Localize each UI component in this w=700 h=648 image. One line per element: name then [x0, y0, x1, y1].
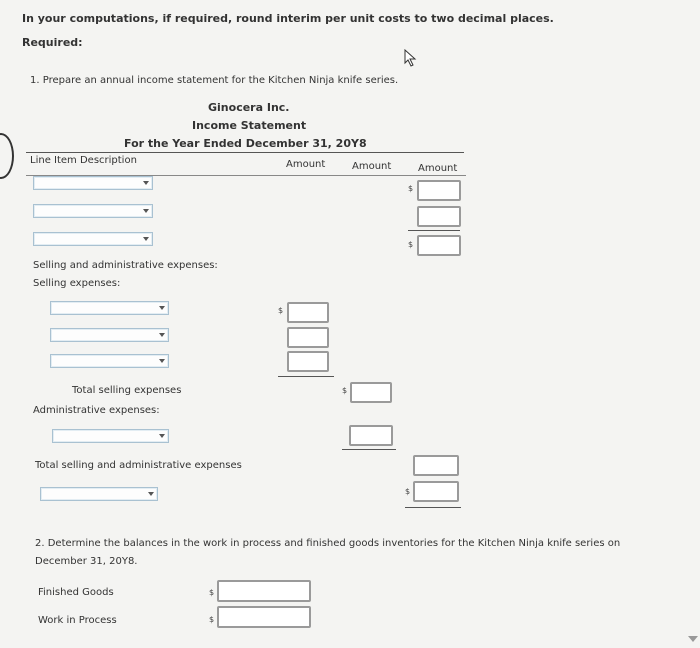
chevron-down-icon	[143, 237, 149, 241]
required-label: Required:	[22, 36, 83, 49]
currency-symbol: $	[209, 588, 215, 597]
statement-title: Income Statement	[192, 119, 307, 132]
line-item-dropdown-1[interactable]	[33, 176, 153, 190]
column-header-amount-3: Amount	[418, 163, 458, 174]
left-bracket-decoration	[0, 133, 14, 179]
column-header-amount-2: Amount	[352, 161, 392, 172]
final-line-item-dropdown[interactable]	[40, 487, 158, 501]
amount-input-3[interactable]	[417, 235, 461, 256]
finished-goods-input[interactable]	[217, 580, 311, 602]
line-item-dropdown-3[interactable]	[33, 232, 153, 246]
total-selling-admin-label: Total selling and administrative expenses	[35, 460, 242, 471]
total-selling-expenses-label: Total selling expenses	[72, 385, 182, 396]
admin-expense-dropdown[interactable]	[52, 429, 169, 443]
selling-expense-dropdown-3[interactable]	[50, 354, 169, 368]
chevron-down-icon	[143, 181, 149, 185]
scroll-down-arrow-icon[interactable]	[688, 636, 698, 642]
finished-goods-label: Finished Goods	[38, 587, 114, 598]
selling-expenses-label: Selling expenses:	[33, 278, 121, 289]
admin-amount-input[interactable]	[349, 425, 393, 446]
subtotal-rule-1	[408, 230, 460, 231]
question-2-date: December 31, 20Y8.	[35, 556, 138, 567]
statement-period: For the Year Ended December 31, 20Y8	[124, 137, 367, 150]
selling-expense-dropdown-1[interactable]	[50, 301, 169, 315]
column-header-amount-1: Amount	[286, 159, 326, 170]
work-in-process-label: Work in Process	[38, 615, 117, 626]
work-in-process-input[interactable]	[217, 606, 311, 628]
question-1-text: 1. Prepare an annual income statement for the Kitchen Ninja knife series.	[30, 75, 399, 86]
currency-symbol: $	[342, 386, 348, 395]
selling-amount-input-1[interactable]	[287, 302, 329, 323]
instruction-text: In your computations, if required, round interim per unit costs to two decimal places.	[22, 12, 554, 25]
selling-admin-expenses-label: Selling and administrative expenses:	[33, 260, 218, 271]
selling-subtotal-rule	[278, 376, 334, 377]
selling-amount-input-3[interactable]	[287, 351, 329, 372]
total-selling-input[interactable]	[350, 382, 392, 403]
chevron-down-icon	[148, 492, 154, 496]
amount-input-2[interactable]	[417, 206, 461, 227]
line-item-dropdown-2[interactable]	[33, 204, 153, 218]
currency-symbol: $	[408, 240, 414, 249]
administrative-expenses-label: Administrative expenses:	[33, 405, 160, 416]
mouse-cursor-icon	[404, 49, 418, 67]
chevron-down-icon	[159, 359, 165, 363]
column-header-line-item: Line Item Description	[30, 155, 137, 166]
header-rule	[26, 152, 464, 153]
currency-symbol: $	[408, 184, 414, 193]
admin-subtotal-rule	[342, 449, 396, 450]
chevron-down-icon	[159, 333, 165, 337]
net-amount-input[interactable]	[413, 481, 459, 502]
selling-amount-input-2[interactable]	[287, 327, 329, 348]
currency-symbol: $	[209, 615, 215, 624]
question-2-text: 2. Determine the balances in the work in process and finished goods inventories for the Kitchen Ninja knife series on	[35, 538, 621, 549]
total-selling-admin-input[interactable]	[413, 455, 459, 476]
company-name: Ginocera Inc.	[208, 101, 290, 114]
final-rule	[405, 507, 461, 508]
chevron-down-icon	[159, 306, 165, 310]
currency-symbol: $	[278, 306, 284, 315]
chevron-down-icon	[143, 209, 149, 213]
selling-expense-dropdown-2[interactable]	[50, 328, 169, 342]
amount-input-1[interactable]	[417, 180, 461, 201]
chevron-down-icon	[159, 434, 165, 438]
currency-symbol: $	[405, 487, 411, 496]
